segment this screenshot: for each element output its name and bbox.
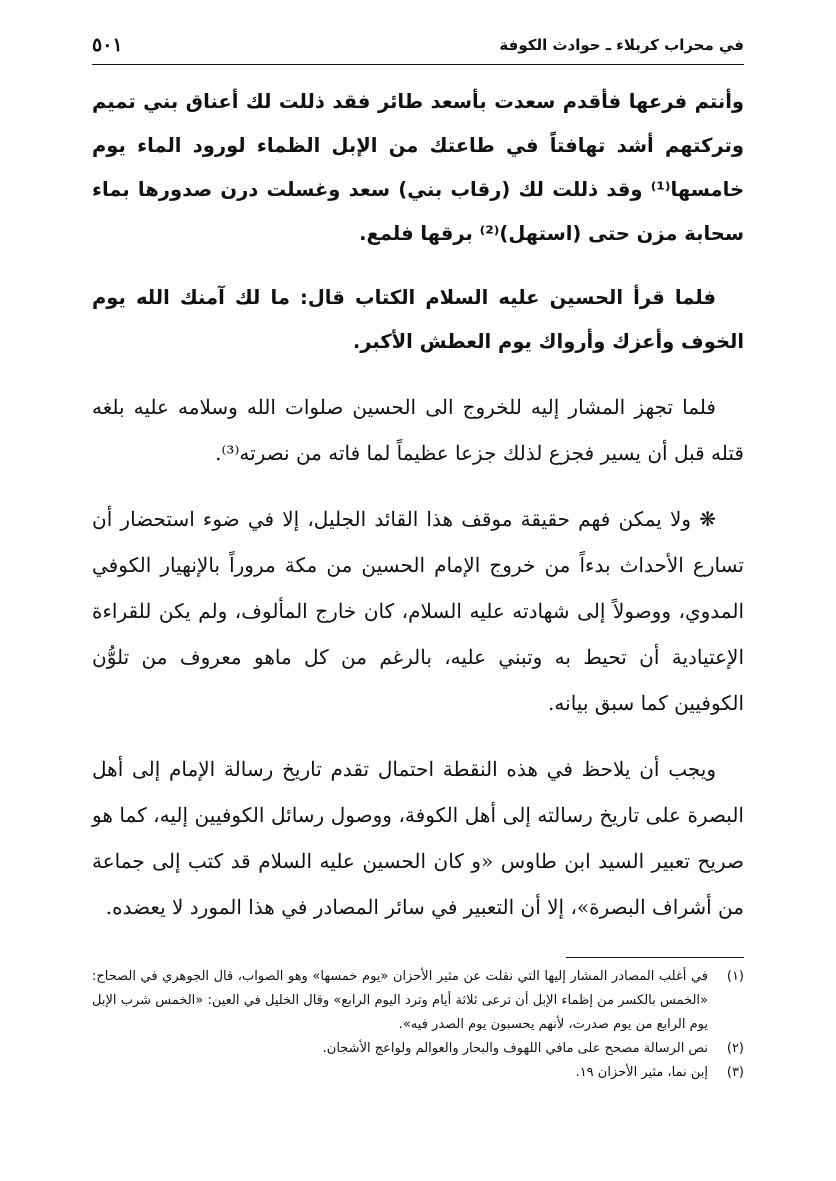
footnotes: [92, 965, 744, 1085]
main-text: [92, 80, 744, 950]
footnote-text: إبن نما، مثير الأحزان ١٩.: [575, 1065, 708, 1080]
running-header: [92, 34, 744, 65]
paragraph-preparation: فلما تجهز المشار إليه للخروج الى الحسين صلوات الله وسلامه عليه بلغه قتله قبل أن يسير فجزع لذلك جزعا عظيماً لما فاته من نصرته⁽³⁾.: [92, 395, 744, 465]
paragraph-letter-end: وأنتم فرعها فأقدم سعدت بأسعد طائر فقد ذللت لك أعناق بني تميم وتركتهم أشد تهافتاً في طاعتك من الإبل الظماء لورود الماء يوم خامسها⁽¹⁾ وقد ذللت لك (رقاب بني) سعد وغسلت درن صدورها بماء سحابة مزن حتى (استهل)⁽²⁾ برقها فلمع.: [92, 90, 744, 245]
paragraph-analysis: ❋ ولا يمكن فهم حقيقة موقف هذا القائد الجليل، إلا في ضوء استحضار أن تسارع الأحداث بدءاً من خروج الإمام الحسين من مكة مروراً بالإنهيار الكوفي المدوي، ووصولاً إلى شهادته عليه السلام، كان خارج المألوف، ولم يكن للقراءة الإعتيادية أن تحيط به وتبني عليه، بالرغم من كل ماهو معروف من تلوُّن الكوفيين كما سبق بيانه.: [92, 507, 745, 715]
footnote-1: [92, 965, 744, 1037]
footnote-2: [92, 1037, 744, 1061]
footnote-3: [92, 1061, 744, 1085]
footnote-text: نص الرسالة مصحح على مافي اللهوف والبحار والعوالم ولواعج الأشجان.: [322, 1041, 708, 1056]
page-number: ٥٠١: [92, 34, 123, 56]
header-title: في محراب كربلاء ـ حوادث الكوفة: [499, 36, 744, 54]
paragraph-husayn-reply: فلما قرأ الحسين عليه السلام الكتاب قال: ما لك آمنك الله يوم الخوف وأعزك وأرواك يوم العطش الأكبر.: [92, 286, 744, 353]
paragraph-basra-letter: ويجب أن يلاحظ في هذه النقطة احتمال تقدم تاريخ رسالة الإمام إلى أهل البصرة على تاريخ رسالته إلى أهل الكوفة، ووصول رسائل الكوفيين إليه، كما هو صريح تعبير السيد ابن طاوس «و كان الحسين عليه السلام قد كتب إلى جماعة من أشراف البصرة»، إلا أن التعبير في سائر المصادر في هذا المورد لا يعضده.: [92, 757, 744, 919]
footnote-number: (٣): [726, 1065, 744, 1080]
footnote-text: في أغلب المصادر المشار إليها التي نقلت عن مثير الأحزان «يوم خمسها» وهو الصواب، قال الجوهري في الصحاح: «الخمس بالكسر من إظماء الإبل أن ترعى ثلاثة أيام وترد اليوم الرابع» وقال الخليل في العين: «الخمس شرب الإبل يوم الرابع من يوم صدرت، لأنهم يحسبون يوم الصدر فيه».: [92, 969, 708, 1032]
footnote-divider: [566, 957, 744, 958]
footnote-number: (٢): [726, 1041, 744, 1056]
footnote-number: (١): [726, 969, 744, 984]
